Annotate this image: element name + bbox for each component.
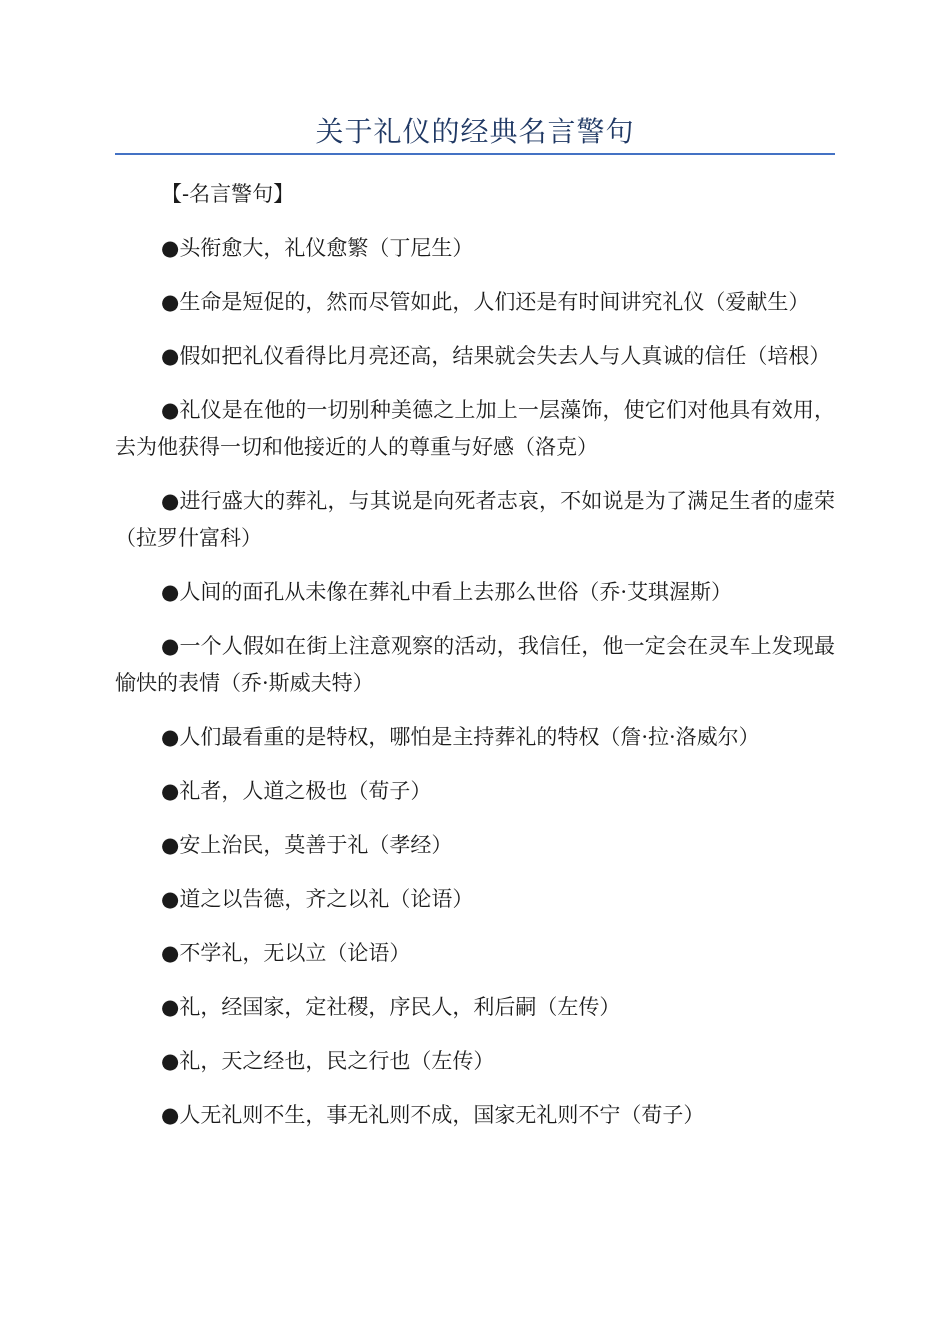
quote-paragraph: ●礼者，人道之极也（荀子） xyxy=(161,779,432,803)
document-body xyxy=(115,176,835,1151)
quote-paragraph: ●一个人假如在街上注意观察的活动，我信任，他一定会在灵车上发现最愉快的表情（乔·斯威夫特） xyxy=(115,634,835,695)
quote-paragraph: ●礼，天之经也，民之行也（左传） xyxy=(161,1049,495,1073)
quote-paragraph: ●进行盛大的葬礼，与其说是向死者志哀，不如说是为了满足生者的虚荣（拉罗什富科） xyxy=(115,489,835,550)
quote-paragraph: ●礼，经国家，定社稷，序民人，利后嗣（左传） xyxy=(161,995,621,1019)
quote-paragraph: ●假如把礼仪看得比月亮还高，结果就会失去人与人真诚的信任（培根） xyxy=(161,344,831,368)
title-underline xyxy=(115,153,835,155)
quote-paragraph: ●礼仪是在他的一切别种美德之上加上一层藻饰，使它们对他具有效用，去为他获得一切和他接近的人的尊重与好感（洛克） xyxy=(115,398,835,459)
section-heading: 【-名言警句】 xyxy=(161,182,295,206)
quote-paragraph: ●道之以告德，齐之以礼（论语） xyxy=(161,887,474,911)
quote-paragraph: ●人们最看重的是特权，哪怕是主持葬礼的特权（詹·拉·洛威尔） xyxy=(161,725,760,749)
quote-paragraph: ●安上治民，莫善于礼（孝经） xyxy=(161,833,453,857)
quote-paragraph: ●人间的面孔从未像在葬礼中看上去那么世俗（乔·艾琪渥斯） xyxy=(161,580,732,604)
quote-paragraph: ●不学礼，无以立（论语） xyxy=(161,941,411,965)
quote-paragraph: ●头衔愈大，礼仪愈繁（丁尼生） xyxy=(161,236,474,260)
document-title: 关于礼仪的经典名言警句 xyxy=(315,115,635,148)
quote-paragraph: ●人无礼则不生，事无礼则不成，国家无礼则不宁（荀子） xyxy=(161,1103,705,1127)
quote-paragraph: ●生命是短促的，然而尽管如此，人们还是有时间讲究礼仪（爱献生） xyxy=(161,290,810,314)
